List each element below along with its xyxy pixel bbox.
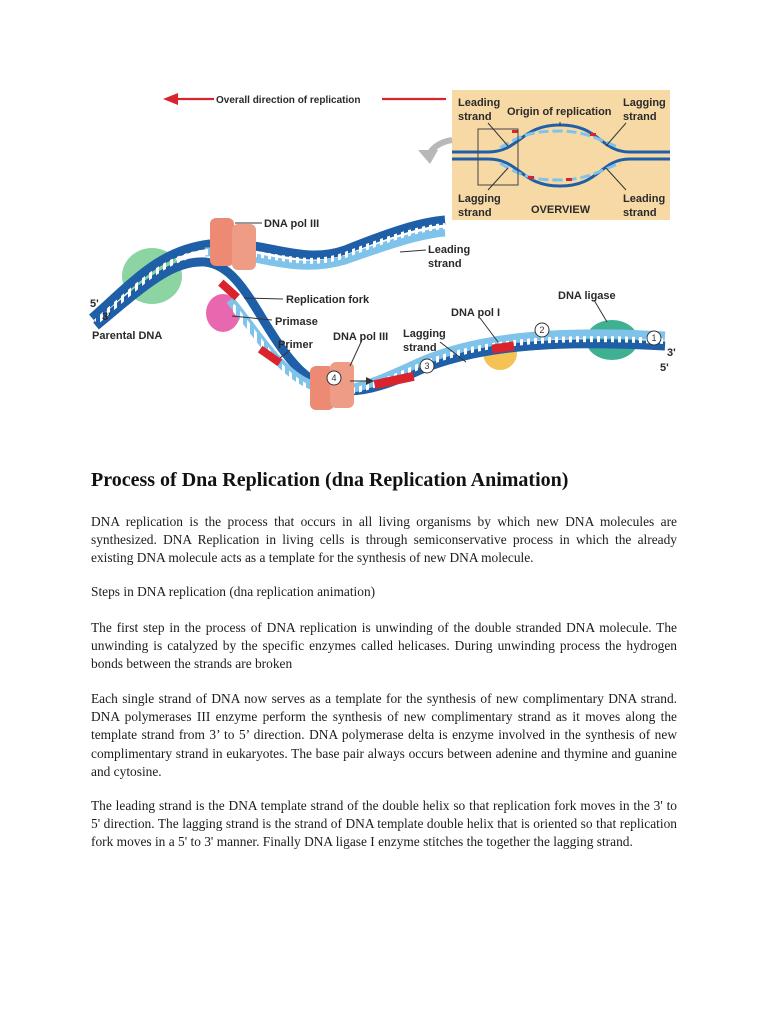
svg-text:4: 4 — [331, 373, 337, 383]
overall-direction-arrow — [163, 93, 446, 106]
dna-pol-iii-bottom-shape — [310, 362, 354, 410]
paragraph-unwinding: The first step in the process of DNA replication is unwinding of the double stranded DNA molecule. The unwinding is catalyzed by the specific enzymes called helicases. During unwinding process the hydrogen bonds between the strands are broken — [91, 620, 677, 672]
five-prime-right: 5' — [660, 362, 669, 374]
lagging-strand-label-1: Lagging — [403, 328, 446, 340]
five-prime-left: 5' — [90, 298, 99, 310]
step-marker-2 — [535, 323, 549, 337]
three-prime-right: 3' — [667, 347, 676, 359]
overview-leading-top-2: strand — [458, 111, 492, 123]
overview-leading-top-1: Leading — [458, 97, 501, 109]
replication-fork-label: Replication fork — [286, 294, 370, 306]
paragraph-leading-lagging: The leading strand is the DNA template strand of the double helix so that replication fork moves in the 3' to 5' direction. The lagging strand is the strand of DNA template double helix that is oriented so that replication fork moves in a 5' to 3' manner. Finally DNA ligase I enzyme stitches the together the lagging strand. — [91, 798, 677, 850]
paragraph-steps-heading: Steps in DNA replication (dna replication animation) — [91, 584, 376, 599]
overview-origin-label: Origin of replication — [507, 106, 612, 118]
overview-lagging-top-2: strand — [623, 111, 657, 123]
parental-dna-label: Parental DNA — [92, 330, 163, 342]
overview-leading-bottom-1: Leading — [623, 193, 666, 205]
primer-label: Primer — [278, 339, 313, 351]
svg-text:1: 1 — [651, 333, 657, 343]
leading-strand-label-2: strand — [428, 258, 462, 270]
paragraph-intro: DNA replication is the process that occurs in all living organisms by which new DNA molecules are synthesized. DNA Replication in living cells is through semiconservative process in which the already existing DNA molecule acts as a template for the synthesis of new DNA molecule. — [91, 514, 677, 566]
overview-lagging-bottom-2: strand — [458, 207, 492, 219]
step-marker-1 — [647, 331, 661, 345]
step-marker-4 — [327, 371, 341, 385]
overview-lagging-bottom-1: Lagging — [458, 193, 501, 205]
dna-pol-iii-top-shape — [210, 218, 256, 270]
dna-replication-diagram — [0, 0, 768, 440]
paragraph-template: Each single strand of DNA now serves as a template for the synthesis of new complimentary DNA strand. DNA polymerases III enzyme perform the synthesis of new complimentary strand as it moves along the template strand from 3’ to 5’ direction. DNA polymerase delta is enzyme involved in the synthesis of new complimentary strand in eukaryotes. The base pair always occurs between adenine and thymine and guanine and cytosine. — [91, 691, 677, 779]
leading-strand-label-1: Leading — [428, 244, 471, 256]
dna-ligase-label: DNA ligase — [558, 290, 616, 302]
dna-pol-i-label: DNA pol I — [451, 307, 501, 319]
three-prime-left: 3' — [102, 311, 111, 323]
direction-label: Overall direction of replication — [216, 95, 361, 106]
dna-pol-iii-bottom-label: DNA pol III — [333, 331, 389, 343]
overview-inset — [452, 90, 670, 220]
overview-leading-bottom-2: strand — [623, 207, 657, 219]
overview-title: OVERVIEW — [531, 204, 591, 216]
page-title: Process of Dna Replication (dna Replication Animation) — [91, 469, 569, 491]
lagging-strand-label-2: strand — [403, 342, 437, 354]
parental-strand-top — [92, 220, 445, 318]
svg-text:3: 3 — [424, 361, 430, 371]
base-pair-rungs-top — [96, 226, 445, 322]
dna-pol-iii-top-label: DNA pol III — [264, 218, 320, 230]
svg-text:2: 2 — [539, 325, 545, 335]
primase-label: Primase — [275, 316, 318, 328]
zoom-arrowhead — [418, 150, 438, 164]
overview-lagging-top-1: Lagging — [623, 97, 666, 109]
step-marker-3 — [420, 359, 434, 373]
